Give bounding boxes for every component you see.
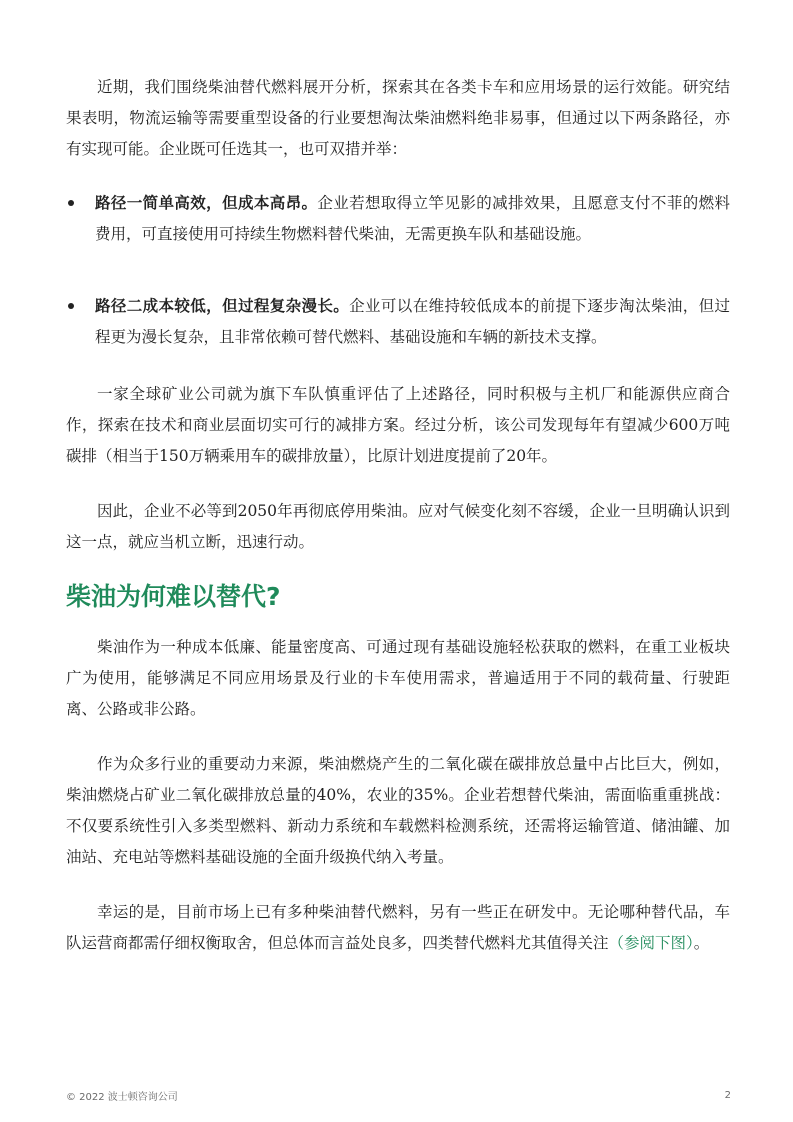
section-paragraph: 柴油作为一种成本低廉、能量密度高、可通过现有基础设施轻松获取的燃料，在重工业板块广为使用，能够满足不同应用场景及行业的卡车使用需求，普遍适用于不同的载荷量、行驶距离、公路或非公路。 — [66, 638, 730, 718]
page-footer — [66, 1085, 731, 1105]
section-title: 柴油为何难以替代? — [66, 582, 281, 611]
copyright-text: © 2022 波士顿咨询公司 — [66, 1091, 178, 1103]
pathway-two-lead: 路径二成本较低，但过程复杂漫长。 — [95, 296, 350, 315]
paragraph-text: 幸运的是，目前市场上已有多种柴油替代燃料，另有一些正在研发中。无论哪种替代品，车队运营商都需仔细权衡取舍，但总体而言益处良多，四类替代燃料尤其值得关注 — [66, 903, 730, 952]
bullet-icon — [68, 200, 74, 206]
section-paragraph — [66, 897, 730, 959]
pathway-two-text: 企业可以在维持较低成本的前提下逐步淘汰柴油，但过程更为漫长复杂，且非常依赖可替代燃料、基础设施和车辆的新技术支撑。 — [95, 297, 730, 346]
see-figure-link[interactable]: （参阅下图） — [608, 934, 694, 952]
page-number: 2 — [724, 1089, 731, 1101]
list-item — [66, 290, 730, 353]
pathway-one-lead: 路径一简单高效，但成本高昂。 — [95, 193, 318, 212]
intro-paragraph: 近期，我们围绕柴油替代燃料展开分析，探索其在各类卡车和应用场景的运行效能。研究结果表明，物流运输等需要重型设备的行业要想淘汰柴油燃料绝非易事，但通过以下两条路径，亦有实现可能。企业既可任选其一，也可双措并举： — [66, 78, 730, 158]
section-paragraph: 作为众多行业的重要动力来源，柴油燃烧产生的二氧化碳在碳排放总量中占比巨大，例如，柴油燃烧占矿业二氧化碳排放总量的40%，农业的35%。企业若想替代柴油，需面临重重挑战：不仅要系统性引入多类型燃料、新动力系统和车载燃料检测系统，还需将运输管道、储油罐、加油站、充电站等燃料基础设施的全面升级换代纳入考量。 — [66, 755, 730, 866]
case-paragraph: 一家全球矿业公司就为旗下车队慎重评估了上述路径，同时积极与主机厂和能源供应商合作，探索在技术和商业层面切实可行的减排方案。经过分析，该公司发现每年有望减少600万吨碳排（相当于150万辆乘用车的碳排放量），比原计划进度提前了20年。 — [66, 385, 730, 465]
pathway-list — [66, 187, 730, 353]
pathway-one-text: 企业若想取得立竿见影的减排效果，且愿意支付不菲的燃料费用，可直接使用可持续生物燃料替代柴油，无需更换车队和基础设施。 — [95, 194, 730, 243]
list-item — [66, 187, 730, 250]
page-content — [66, 72, 730, 959]
bullet-icon — [68, 303, 74, 309]
conclusion-paragraph: 因此，企业不必等到2050年再彻底停用柴油。应对气候变化刻不容缓，企业一旦明确认识到这一点，就应当机立断，迅速行动。 — [66, 502, 730, 551]
paragraph-end: 。 — [693, 934, 710, 952]
